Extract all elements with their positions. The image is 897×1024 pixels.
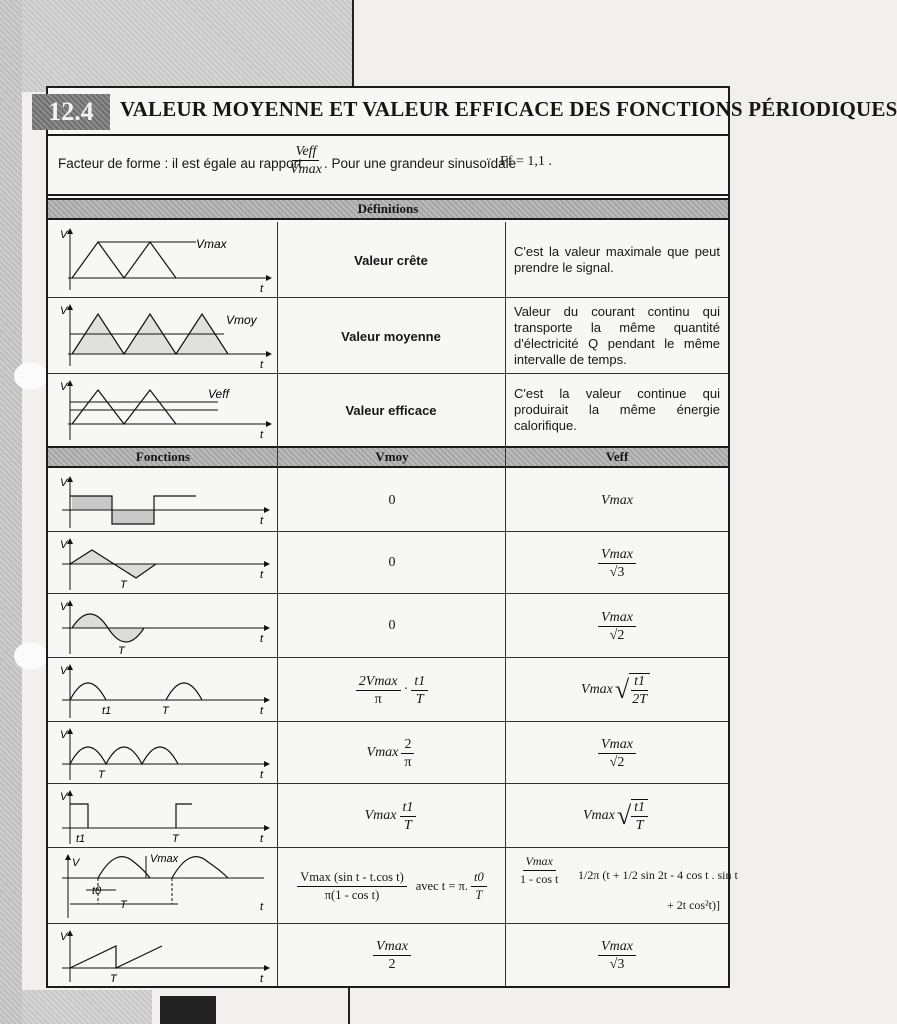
vmoy-value: 0 [388,618,396,633]
svg-text:V: V [60,539,68,551]
veff-value: Vmax √ $\frac{t1}{T}$ [506,784,728,848]
section-number: 12.4 [32,94,110,130]
svg-text:T: T [120,899,127,911]
veff-value: $\frac{Vmax}{√3}$ [506,924,728,986]
veff-value: Vmax [601,493,633,508]
vmoy-value: $\frac{2Vmax}{\pi}$ · $\frac{t1}{T}$ [278,658,506,722]
definition-description: C'est la valeur maximale que peut prendre le signal. [514,244,720,275]
vmoy-header: Vmoy [278,446,506,468]
svg-text:V: V [60,381,68,393]
title-bar [48,88,897,136]
effective-value-graph [58,378,273,444]
svg-text:T: T [162,705,169,717]
vmoy-value: 0 [388,493,396,508]
binding-line-bottom [348,988,350,1024]
svg-text:V: V [60,931,68,943]
form-factor-suffix: . Pour une grandeur sinusoïdale [324,156,517,171]
vmoy-label: Vmoy [226,313,257,327]
definition-name: Valeur crête [354,252,428,268]
vmoy-value: $\frac{Vmax}{2}$ [278,924,506,986]
phase-cut-sine-graph [58,852,273,922]
triangle-wave-graph [58,536,273,592]
veff-value: Vmax √ $\frac{t1}{2T}$ [506,658,728,722]
form-factor-row [48,134,728,196]
sine-wave-graph [58,598,273,656]
svg-text:t: t [260,359,264,371]
veff-value: $\frac{Vmax}{\text{1 - cos t}}$ 1/2π (t + 1/2 sin 2t - 4 cos t . sin t + 2t cos²t)] [520,854,738,912]
svg-text:T: T [118,645,125,657]
svg-text:t: t [260,429,264,441]
punch-hole [14,362,48,390]
veff-value: $\frac{Vmax}{√3}$ [506,532,728,594]
vmoy-value: $\frac{\text{Vmax (sin t - t.cos t)}}{\text{π(1 - cos t)}}$ avec t = π. $\frac{t0}{T}$ [278,848,506,924]
page-title: VALEUR MOYENNE ET VALEUR EFFICACE DES FONCTIONS PÉRIODIQUES [120,97,897,121]
v-axis-label: V [60,229,68,241]
definition-description: Valeur du courant continu qui transporte la même quantité d'électricité Q pendant le même intervalle de temps. [514,304,720,367]
form-factor-value: Ff = 1,1 . [500,154,552,169]
svg-text:t: t [260,973,264,985]
half-wave-graph [58,662,273,720]
svg-text:V: V [72,857,80,869]
svg-text:t1: t1 [76,833,86,845]
veff-value: $\frac{Vmax}{√2}$ [506,722,728,784]
svg-text:t: t [260,705,264,717]
svg-text:t: t [260,569,264,581]
binding-line-top [352,0,354,92]
average-value-graph [58,302,273,370]
svg-text:T: T [110,973,117,985]
svg-text:T: T [120,579,127,591]
pulse-train-graph [58,788,273,846]
svg-text:V: V [60,665,68,677]
svg-text:t: t [260,633,264,645]
svg-text:V: V [60,601,68,613]
svg-text:t1: t1 [102,705,112,717]
t-axis-label: t [260,283,264,295]
form-factor-ratio: $\frac{\text{Veff}}{Vmax}$ [290,144,322,177]
veff-value: $\frac{Vmax}{√2}$ [506,594,728,658]
svg-text:T: T [172,833,179,845]
page-shadow-bottom [22,990,152,1024]
fonctions-header: Fonctions [48,446,278,468]
punch-hole [14,642,48,670]
svg-text:Vmax: Vmax [150,853,179,865]
definition-description: C'est la valeur continue qui produirait la même énergie calorifique. [514,386,720,433]
svg-text:V: V [60,477,68,489]
form-factor-prefix: Facteur de forme : il est égale au rapport [58,156,302,171]
svg-text:t: t [260,769,264,781]
svg-text:t: t [260,833,264,845]
definition-name: Valeur moyenne [341,328,441,344]
svg-text:V: V [60,791,68,803]
page-tab [160,996,216,1024]
page-shadow-left [0,0,22,1024]
veff-label: Veff [208,387,229,401]
reference-table [46,86,897,988]
peak-value-graph [58,226,273,294]
square-wave-graph [58,474,273,530]
vmax-label: Vmax [196,237,227,251]
full-wave-graph [58,726,273,782]
vmoy-value: 0 [388,555,396,570]
svg-text:t: t [260,901,264,913]
definition-name: Valeur efficace [345,402,437,418]
svg-text:V: V [60,305,68,317]
vmoy-value: Vmax $\frac{2}{\pi}$ [278,722,506,784]
definitions-header: Définitions [48,198,728,220]
svg-text:t0: t0 [92,885,102,897]
veff-header: Veff [506,446,728,468]
svg-text:T: T [98,769,105,781]
vmoy-value: Vmax $\frac{t1}{T}$ [278,784,506,848]
sawtooth-wave-graph [58,928,273,984]
page-shadow-top [22,0,352,92]
svg-text:V: V [60,729,68,741]
svg-text:t: t [260,515,264,527]
